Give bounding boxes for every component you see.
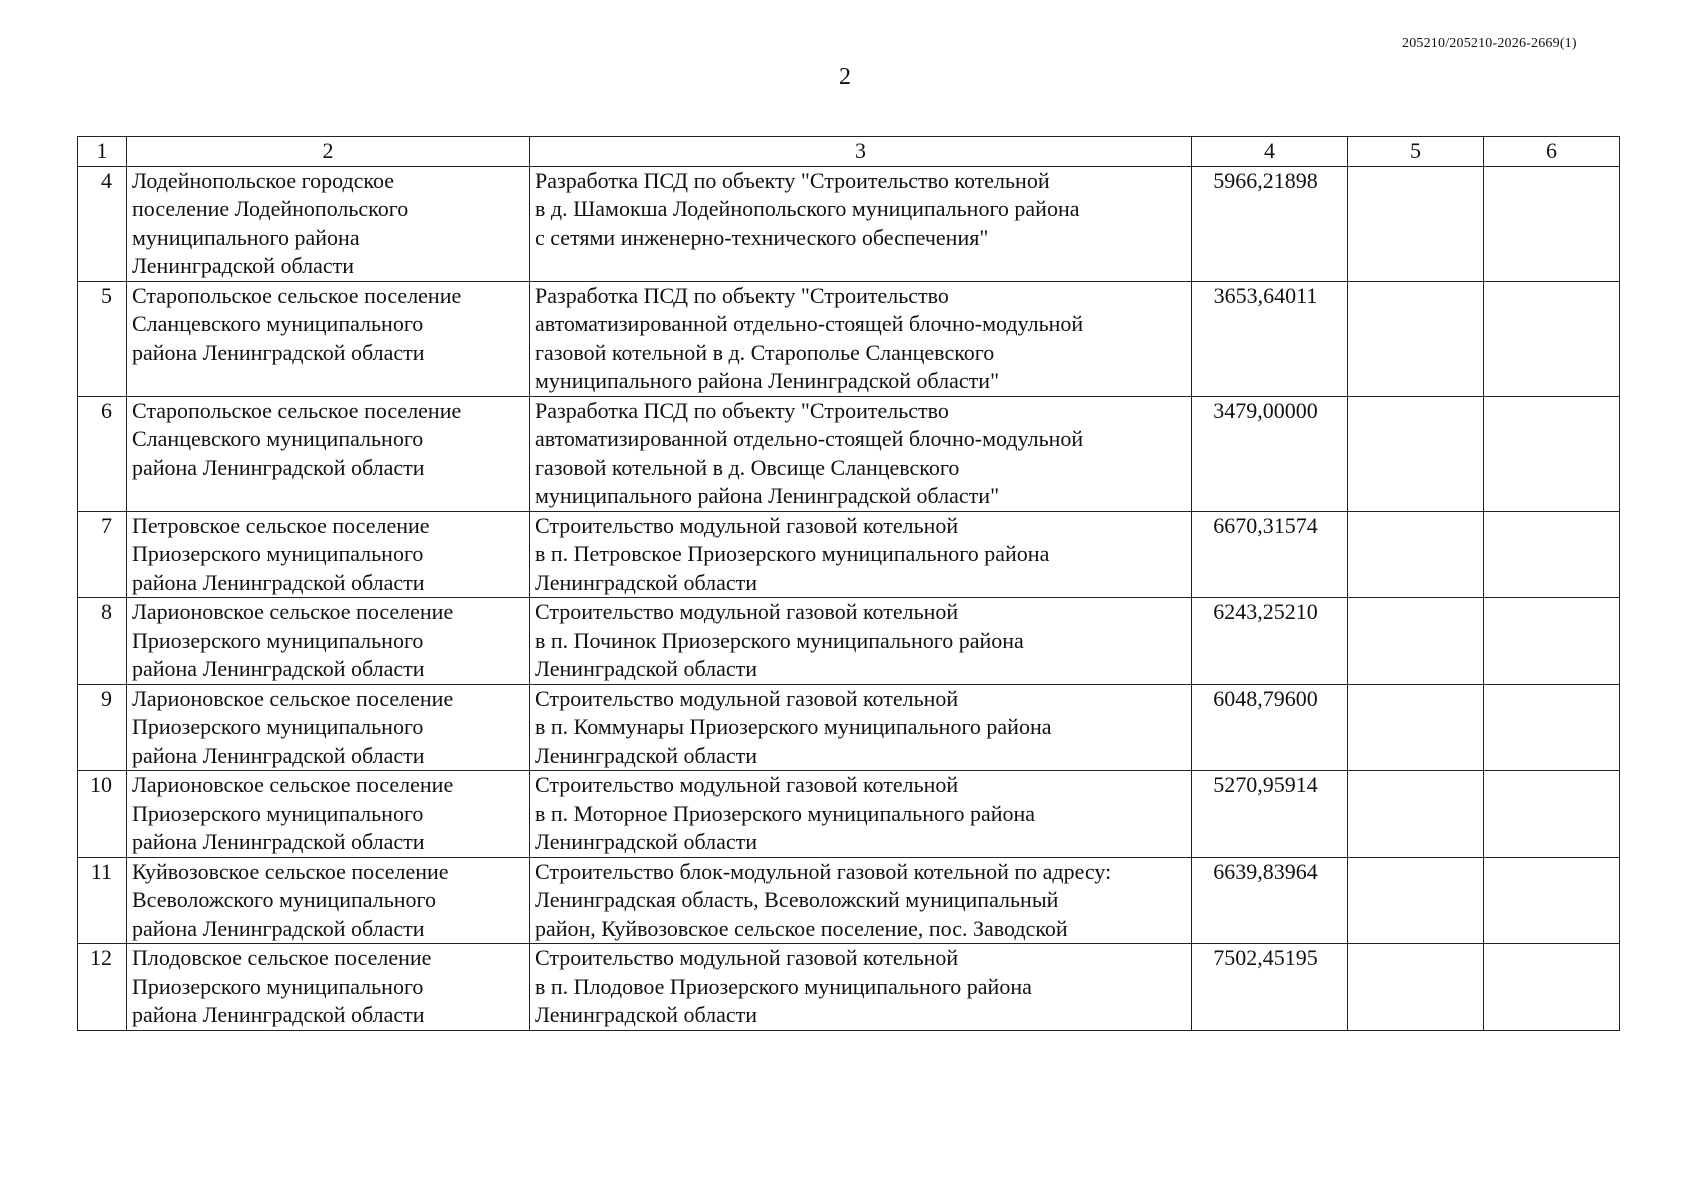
project-line: Ленинградской области (535, 829, 757, 854)
column-header: 2 (127, 137, 530, 167)
project-line: муниципального района Ленинградской области" (535, 483, 1000, 508)
amount-cell: 5270,95914 (1192, 771, 1348, 858)
document-id: 205210/205210-2026-2669(1) (1402, 36, 1577, 51)
empty-cell-col6 (1484, 511, 1620, 598)
project-cell (530, 166, 1192, 281)
municipality-line: поселение Лодейнопольского (132, 196, 409, 221)
empty-cell-col5 (1348, 944, 1484, 1031)
amount-cell: 6048,79600 (1192, 684, 1348, 771)
project-line: Строительство модульной газовой котельной (535, 599, 959, 624)
municipality-line: Плодовское сельское поселение (132, 945, 432, 970)
empty-cell-col5 (1348, 511, 1484, 598)
table-row (78, 396, 1620, 511)
municipality-line: Старопольское сельское поселение (132, 397, 462, 423)
project-line: Разработка ПСД по объекту "Строительство (535, 397, 949, 423)
amount-cell: 3653,64011 (1192, 281, 1348, 396)
empty-cell-col5 (1348, 281, 1484, 396)
row-number-cell: 12 (78, 944, 127, 1031)
municipality-line: Ларионовское сельское поселение (132, 772, 454, 797)
municipality-line: Приозерского муниципального (132, 627, 424, 653)
municipality-line: района Ленинградской области (132, 454, 425, 480)
project-line: Строительство модульной газовой котельной (535, 772, 959, 797)
municipality-cell (127, 944, 530, 1031)
empty-cell-col5 (1348, 857, 1484, 944)
municipality-cell (127, 511, 530, 598)
project-line: Ленинградская область, Всеволожский муниципальный (535, 887, 1059, 912)
municipality-line: Всеволожского муниципального (132, 887, 436, 912)
table-body (78, 137, 1620, 1031)
table-header-row (78, 137, 1620, 167)
column-header: 4 (1192, 137, 1348, 167)
municipality-cell (127, 771, 530, 858)
empty-cell-col6 (1484, 281, 1620, 396)
municipality-cell (127, 598, 530, 685)
project-line: Ленинградской области (535, 569, 757, 595)
amount-cell: 5966,21898 (1192, 166, 1348, 281)
column-header: 6 (1484, 137, 1620, 167)
row-number-cell: 10 (78, 771, 127, 858)
empty-cell-col5 (1348, 396, 1484, 511)
project-cell (530, 396, 1192, 511)
municipality-line: Куйвозовское сельское поселение (132, 858, 449, 884)
municipality-line: Приозерского муниципального (132, 800, 424, 826)
empty-cell-col6 (1484, 684, 1620, 771)
municipality-line: Приозерского муниципального (132, 541, 424, 566)
municipality-cell (127, 857, 530, 944)
empty-cell-col5 (1348, 166, 1484, 281)
municipality-line: муниципального района (132, 224, 360, 250)
amount-cell: 6670,31574 (1192, 511, 1348, 598)
project-line: в п. Коммунары Приозерского муниципального района (535, 714, 1052, 739)
empty-cell-col6 (1484, 857, 1620, 944)
empty-cell-col6 (1484, 944, 1620, 1031)
project-line: муниципального района Ленинградской области" (535, 368, 1000, 393)
empty-cell-col5 (1348, 598, 1484, 685)
project-cell (530, 281, 1192, 396)
municipality-line: района Ленинградской области (132, 1002, 425, 1027)
project-line: Ленинградской области (535, 742, 757, 768)
municipality-line: района Ленинградской области (132, 915, 425, 941)
project-cell (530, 598, 1192, 685)
project-line: Строительство модульной газовой котельной (535, 685, 959, 711)
project-line: в п. Плодовое Приозерского муниципального района (535, 973, 1032, 999)
project-line: район, Куйвозовское сельское поселение, пос. Заводской (535, 915, 1068, 941)
row-number-cell: 11 (78, 857, 127, 944)
project-cell (530, 857, 1192, 944)
project-cell (530, 944, 1192, 1031)
empty-cell-col6 (1484, 396, 1620, 511)
project-line: Разработка ПСД по объекту "Строительство котельной (535, 167, 1050, 193)
municipality-line: Сланцевского муниципального (132, 311, 424, 336)
project-line: с сетями инженерно-технического обеспечения" (535, 224, 989, 250)
project-line: в п. Петровское Приозерского муниципального района (535, 541, 1050, 566)
project-line: Строительство модульной газовой котельной (535, 945, 959, 970)
municipality-cell (127, 166, 530, 281)
table-row (78, 511, 1620, 598)
municipality-line: Ларионовское сельское поселение (132, 685, 454, 711)
municipality-line: Приозерского муниципального (132, 714, 424, 739)
column-header: 1 (78, 137, 127, 167)
column-header: 5 (1348, 137, 1484, 167)
row-number-cell: 9 (78, 684, 127, 771)
municipality-line: Лодейнопольское городское (132, 167, 395, 193)
amount-cell: 6243,25210 (1192, 598, 1348, 685)
project-cell (530, 771, 1192, 858)
project-cell (530, 684, 1192, 771)
municipality-cell (127, 281, 530, 396)
municipality-line: района Ленинградской области (132, 742, 425, 768)
project-cell (530, 511, 1192, 598)
table-row (78, 944, 1620, 1031)
project-line: в п. Починок Приозерского муниципального района (535, 627, 1024, 653)
column-header: 3 (530, 137, 1192, 167)
project-line: Строительство блок-модульной газовой котельной по адресу: (535, 858, 1112, 884)
row-number-cell: 7 (78, 511, 127, 598)
table-row (78, 684, 1620, 771)
project-line: Строительство модульной газовой котельной (535, 512, 959, 538)
project-line: Разработка ПСД по объекту "Строительство (535, 282, 949, 308)
municipality-line: Ларионовское сельское поселение (132, 599, 454, 624)
municipality-cell (127, 396, 530, 511)
empty-cell-col5 (1348, 771, 1484, 858)
row-number-cell: 6 (78, 396, 127, 511)
municipality-cell (127, 684, 530, 771)
municipality-line: Сланцевского муниципального (132, 426, 424, 451)
table-row (78, 281, 1620, 396)
project-line: в д. Шамокша Лодейнопольского муниципального района (535, 196, 1080, 221)
municipality-line: Ленинградской области (132, 253, 354, 278)
table-row (78, 598, 1620, 685)
project-line: газовой котельной в д. Овсище Сланцевского (535, 454, 960, 480)
page-number: 2 (839, 64, 851, 90)
municipality-line: Приозерского муниципального (132, 973, 424, 999)
municipality-line: района Ленинградской области (132, 569, 425, 595)
empty-cell-col6 (1484, 166, 1620, 281)
funding-table (77, 136, 1620, 1031)
project-line: автоматизированной отдельно-стоящей блочно-модульной (535, 426, 1084, 451)
empty-cell-col6 (1484, 598, 1620, 685)
row-number-cell: 4 (78, 166, 127, 281)
municipality-line: Старопольское сельское поселение (132, 282, 462, 308)
table-row (78, 857, 1620, 944)
municipality-line: района Ленинградской области (132, 339, 425, 365)
row-number-cell: 8 (78, 598, 127, 685)
project-line: автоматизированной отдельно-стоящей блочно-модульной (535, 311, 1084, 336)
amount-cell: 3479,00000 (1192, 396, 1348, 511)
project-line: в п. Моторное Приозерского муниципального района (535, 800, 1036, 826)
table-row (78, 771, 1620, 858)
project-line: газовой котельной в д. Старополье Сланцевского (535, 339, 995, 365)
project-line: Ленинградской области (535, 1002, 757, 1027)
row-number-cell: 5 (78, 281, 127, 396)
municipality-line: района Ленинградской области (132, 829, 425, 854)
municipality-line: Петровское сельское поселение (132, 512, 430, 538)
municipality-line: района Ленинградской области (132, 656, 425, 681)
empty-cell-col6 (1484, 771, 1620, 858)
amount-cell: 6639,83964 (1192, 857, 1348, 944)
amount-cell: 7502,45195 (1192, 944, 1348, 1031)
project-line: Ленинградской области (535, 656, 757, 681)
table-row (78, 166, 1620, 281)
empty-cell-col5 (1348, 684, 1484, 771)
